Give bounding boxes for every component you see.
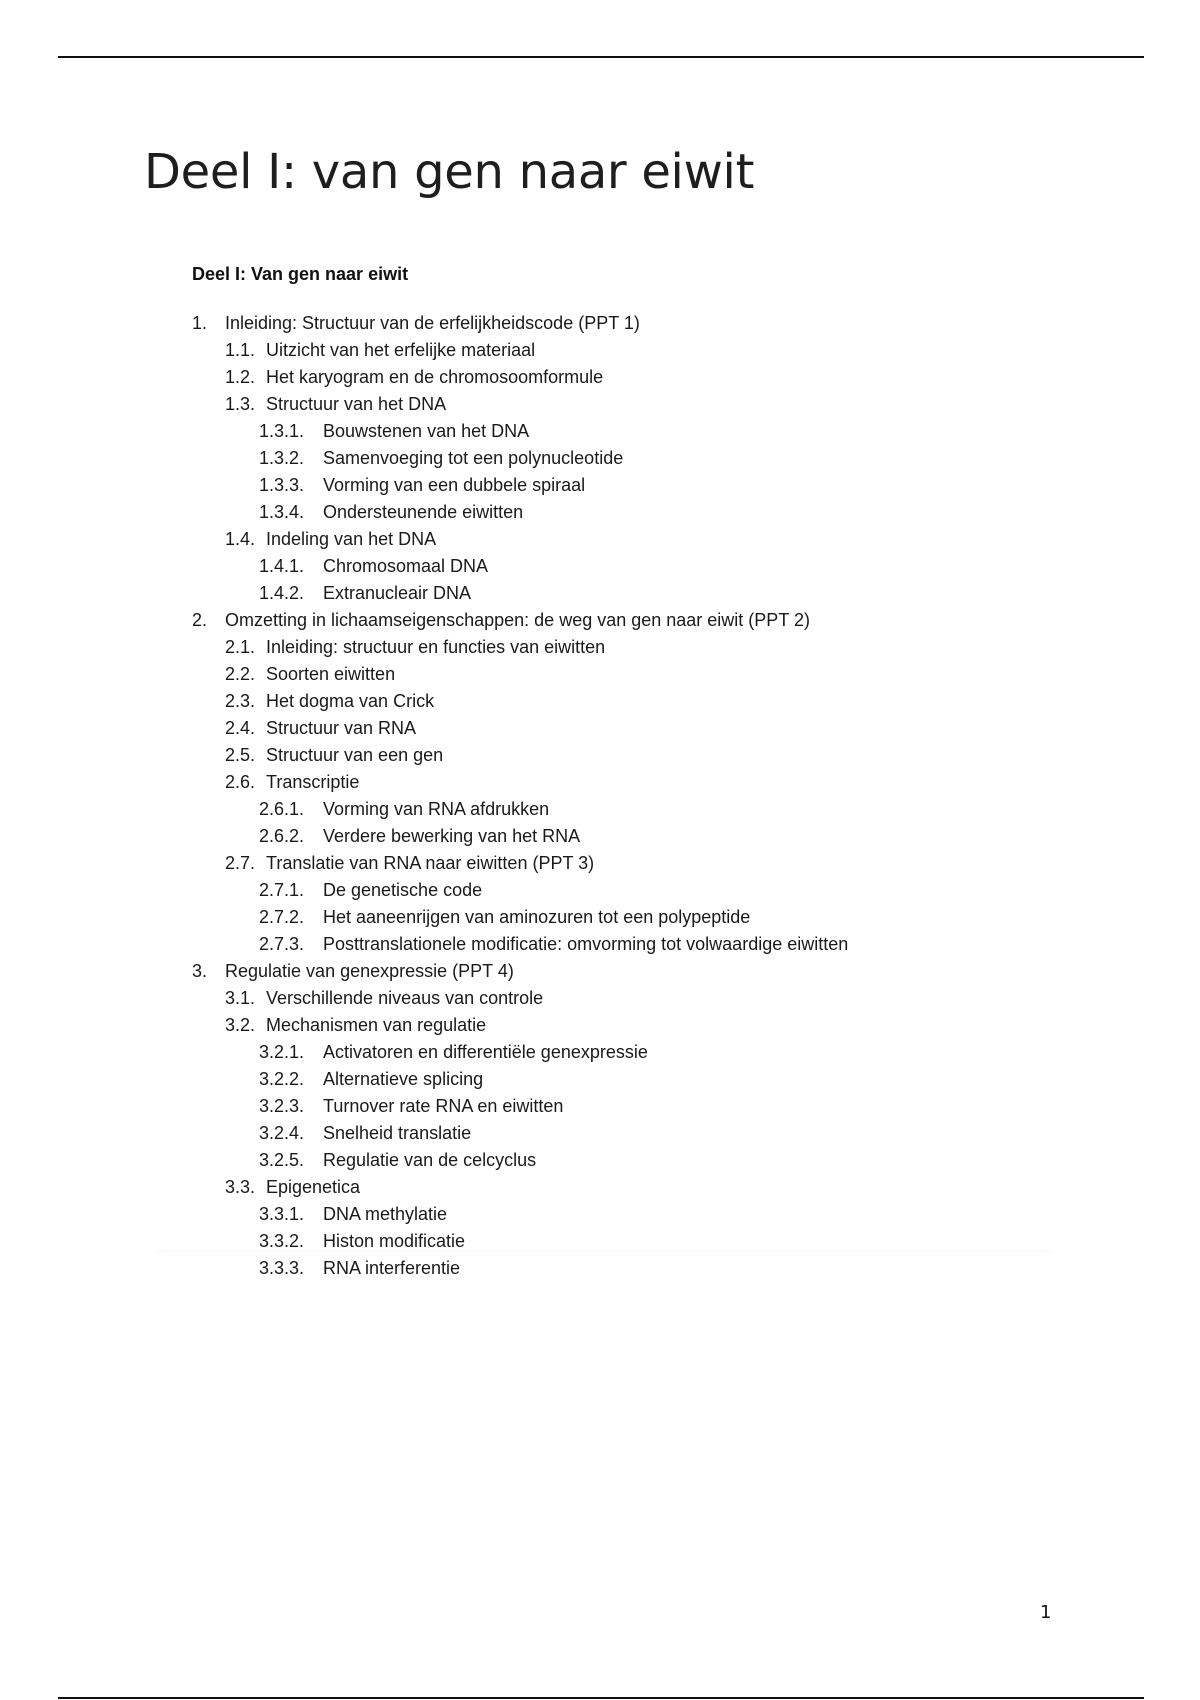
toc-item: [150, 445, 1060, 472]
toc-item: [150, 1228, 1060, 1255]
toc-item: [150, 391, 1060, 418]
toc-item-number: 2.4.: [225, 718, 256, 738]
toc-item-number: 1.3.2.: [259, 448, 305, 468]
toc-item-label: Bouwstenen van het DNA: [323, 421, 530, 441]
toc-item-number: 3.3.1.: [259, 1204, 305, 1224]
toc-item-number: 3.3.3.: [259, 1258, 305, 1278]
toc-item: [150, 526, 1060, 553]
toc-item-number: 2.7.2.: [259, 907, 305, 927]
toc-item-number: 2.6.2.: [259, 826, 305, 846]
toc-item-label: Structuur van het DNA: [266, 394, 447, 414]
toc-heading: Deel I: Van gen naar eiwit: [192, 264, 409, 284]
toc-item: [150, 1255, 1060, 1282]
toc-item-label: Structuur van RNA: [266, 718, 417, 738]
toc-item: [150, 688, 1060, 715]
toc-item: [150, 472, 1060, 499]
toc-item: [150, 742, 1060, 769]
page-title: Deel I: van gen naar eiwit: [144, 144, 755, 200]
toc-item-number: 1.1.: [225, 340, 256, 360]
toc-item: [150, 877, 1060, 904]
toc-item-number: 3.1.: [225, 988, 256, 1008]
toc-item-number: 2.7.1.: [259, 880, 305, 900]
toc-item: [150, 1066, 1060, 1093]
toc-item: [150, 1012, 1060, 1039]
toc-item-label: Uitzicht van het erfelijke materiaal: [266, 340, 536, 360]
toc-item-number: 3.3.2.: [259, 1231, 305, 1251]
toc-item: [150, 1093, 1060, 1120]
toc-item-label: Inleiding: structuur en functies van eiwitten: [266, 637, 606, 657]
toc-item-number: 3.2.2.: [259, 1069, 305, 1089]
toc-item-number: 3.2.3.: [259, 1096, 305, 1116]
toc-item-label: Transcriptie: [266, 772, 360, 792]
toc-item: [150, 1147, 1060, 1174]
toc-item-label: Soorten eiwitten: [266, 664, 396, 684]
toc-item-number: 1.3.1.: [259, 421, 305, 441]
toc-item: [150, 850, 1060, 877]
toc-item: [150, 310, 1060, 337]
toc-item-label: Histon modificatie: [323, 1231, 466, 1251]
toc-item: [150, 1201, 1060, 1228]
toc-item-number: 3.2.5.: [259, 1150, 305, 1170]
footer-rule: [58, 1697, 1144, 1699]
toc-item: [150, 1120, 1060, 1147]
toc-item-number: 2.7.: [225, 853, 256, 873]
toc-item-label: Ondersteunende eiwitten: [323, 502, 524, 522]
toc-item-label: Extranucleair DNA: [323, 583, 472, 603]
toc-item-label: Alternatieve splicing: [323, 1069, 484, 1089]
toc-item-label: Regulatie van genexpressie (PPT 4): [225, 961, 514, 981]
toc-item: [150, 769, 1060, 796]
toc-item-label: Structuur van een gen: [266, 745, 444, 765]
toc-item-number: 1.4.1.: [259, 556, 305, 576]
toc-item-label: Regulatie van de celcyclus: [323, 1150, 537, 1170]
toc-item-number: 1.2.: [225, 367, 256, 387]
toc-item-label: Het aaneenrijgen van aminozuren tot een polypeptide: [323, 907, 751, 927]
toc-item-number: 2.3.: [225, 691, 256, 711]
toc-item-label: Snelheid translatie: [323, 1123, 472, 1143]
toc-item-number: 2.6.: [225, 772, 256, 792]
toc-item-label: Het karyogram en de chromosoomformule: [266, 367, 604, 387]
toc-item: [150, 418, 1060, 445]
toc-item-label: Chromosomaal DNA: [323, 556, 489, 576]
toc-item-number: 1.3.3.: [259, 475, 305, 495]
toc-item: [150, 364, 1060, 391]
toc-item: [150, 1039, 1060, 1066]
toc-item-label: DNA methylatie: [323, 1204, 448, 1224]
toc-item-label: Posttranslationele modificatie: omvorming tot volwaardige eiwitten: [323, 934, 849, 954]
toc-item: [150, 904, 1060, 931]
toc-item: [150, 607, 1060, 634]
toc-item-label: Vorming van RNA afdrukken: [323, 799, 550, 819]
toc-item-label: Activatoren en differentiële genexpressie: [323, 1042, 648, 1062]
toc-item: [150, 715, 1060, 742]
toc-item-label: De genetische code: [323, 880, 483, 900]
toc-item-label: Indeling van het DNA: [266, 529, 437, 549]
toc-item-label: Mechanismen van regulatie: [266, 1015, 487, 1035]
toc-item-label: Turnover rate RNA en eiwitten: [323, 1096, 564, 1116]
toc-item-number: 2.1.: [225, 637, 256, 657]
toc-item-label: Het dogma van Crick: [266, 691, 435, 711]
toc-item: [150, 634, 1060, 661]
toc-item: [150, 931, 1060, 958]
toc-item-label: Verdere bewerking van het RNA: [323, 826, 581, 846]
toc-item: [150, 823, 1060, 850]
toc-item-label: Verschillende niveaus van controle: [266, 988, 544, 1008]
toc-item-number: 1.: [192, 313, 208, 333]
toc-item-number: 1.4.: [225, 529, 256, 549]
toc-item-label: Samenvoeging tot een polynucleotide: [323, 448, 624, 468]
header-rule: [58, 56, 1144, 58]
toc-item-label: Inleiding: Structuur van de erfelijkheidscode (PPT 1): [225, 313, 640, 333]
toc-item-number: 3.2.4.: [259, 1123, 305, 1143]
toc-item-number: 3.3.: [225, 1177, 256, 1197]
toc-item: [150, 661, 1060, 688]
toc-item-number: 2.2.: [225, 664, 256, 684]
toc-item-label: Epigenetica: [266, 1177, 361, 1197]
toc-item-label: Vorming van een dubbele spiraal: [323, 475, 586, 495]
toc-item-number: 2.6.1.: [259, 799, 305, 819]
toc-item: [150, 958, 1060, 985]
toc-item-label: RNA interferentie: [323, 1258, 461, 1278]
toc-item-number: 3.2.: [225, 1015, 256, 1035]
toc-item: [150, 985, 1060, 1012]
toc-item: [150, 337, 1060, 364]
toc-item-number: 3.: [192, 961, 208, 981]
toc-item-number: 3.2.1.: [259, 1042, 305, 1062]
toc-item-number: 2.7.3.: [259, 934, 305, 954]
toc-item: [150, 580, 1060, 607]
toc-item-number: 2.: [192, 610, 208, 630]
toc-item-label: Omzetting in lichaamseigenschappen: de weg van gen naar eiwit (PPT 2): [225, 610, 810, 630]
toc-item-number: 1.3.4.: [259, 502, 305, 522]
toc-item-label: Translatie van RNA naar eiwitten (PPT 3): [266, 853, 595, 873]
toc-item: [150, 499, 1060, 526]
page-number: 1: [1040, 1602, 1052, 1623]
toc-item: [150, 553, 1060, 580]
toc-item-number: 1.3.: [225, 394, 256, 414]
toc-item-number: 1.4.2.: [259, 583, 305, 603]
toc-item-number: 2.5.: [225, 745, 256, 765]
toc-item: [150, 796, 1060, 823]
toc-list: [150, 310, 1060, 1282]
toc-item: [150, 1174, 1060, 1201]
table-of-contents: [150, 262, 1060, 1278]
